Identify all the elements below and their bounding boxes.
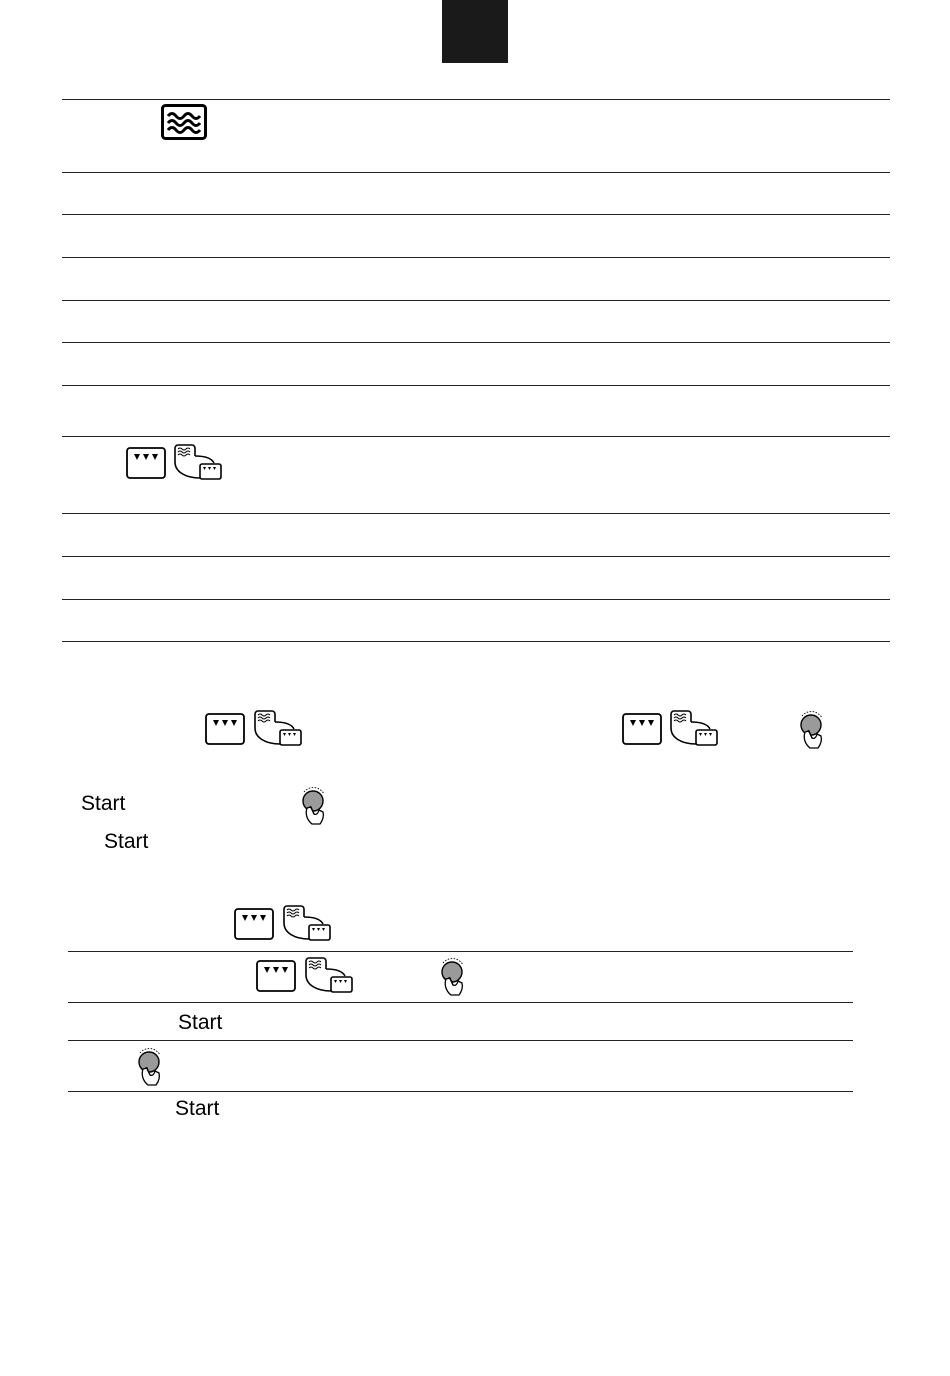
- grill-icon: [205, 713, 245, 745]
- steps-row-divider: [68, 1091, 853, 1092]
- microwave-grill-icon: [254, 710, 302, 746]
- start-button-label: Start: [175, 1097, 220, 1120]
- page-tab-marker: [442, 0, 508, 63]
- table-row-divider: [62, 513, 890, 514]
- microwave-grill-icon: [670, 710, 718, 746]
- table-row-divider: [62, 300, 890, 301]
- grill-icon: [256, 960, 296, 992]
- table-bottom-rule: [62, 641, 890, 642]
- dial-knob-icon: [796, 708, 826, 750]
- start-button-label: Start: [104, 830, 149, 853]
- steps-row-divider: [68, 1040, 853, 1041]
- steps-row-divider: [68, 1002, 853, 1003]
- grill-icon: [126, 447, 166, 479]
- table-row-divider: [62, 556, 890, 557]
- grill-icon: [622, 713, 662, 745]
- grill-icon: [234, 908, 274, 940]
- table-top-rule: [62, 99, 890, 100]
- table-row-divider: [62, 172, 890, 173]
- dial-knob-icon: [134, 1045, 164, 1087]
- table-section-rule: [62, 436, 890, 437]
- microwave-grill-icon: [174, 444, 222, 480]
- start-button-label: Start: [81, 792, 126, 815]
- table-row-divider: [62, 342, 890, 343]
- dial-knob-icon: [298, 784, 328, 826]
- steps-table-top-rule: [68, 951, 853, 952]
- start-button-label: Start: [178, 1011, 223, 1034]
- microwave-waves-icon: [161, 104, 207, 140]
- table-row-divider: [62, 385, 890, 386]
- table-row-divider: [62, 257, 890, 258]
- table-row-divider: [62, 214, 890, 215]
- microwave-grill-icon: [305, 957, 353, 993]
- dial-knob-icon: [437, 955, 467, 997]
- table-row-divider: [62, 599, 890, 600]
- microwave-grill-icon: [283, 905, 331, 941]
